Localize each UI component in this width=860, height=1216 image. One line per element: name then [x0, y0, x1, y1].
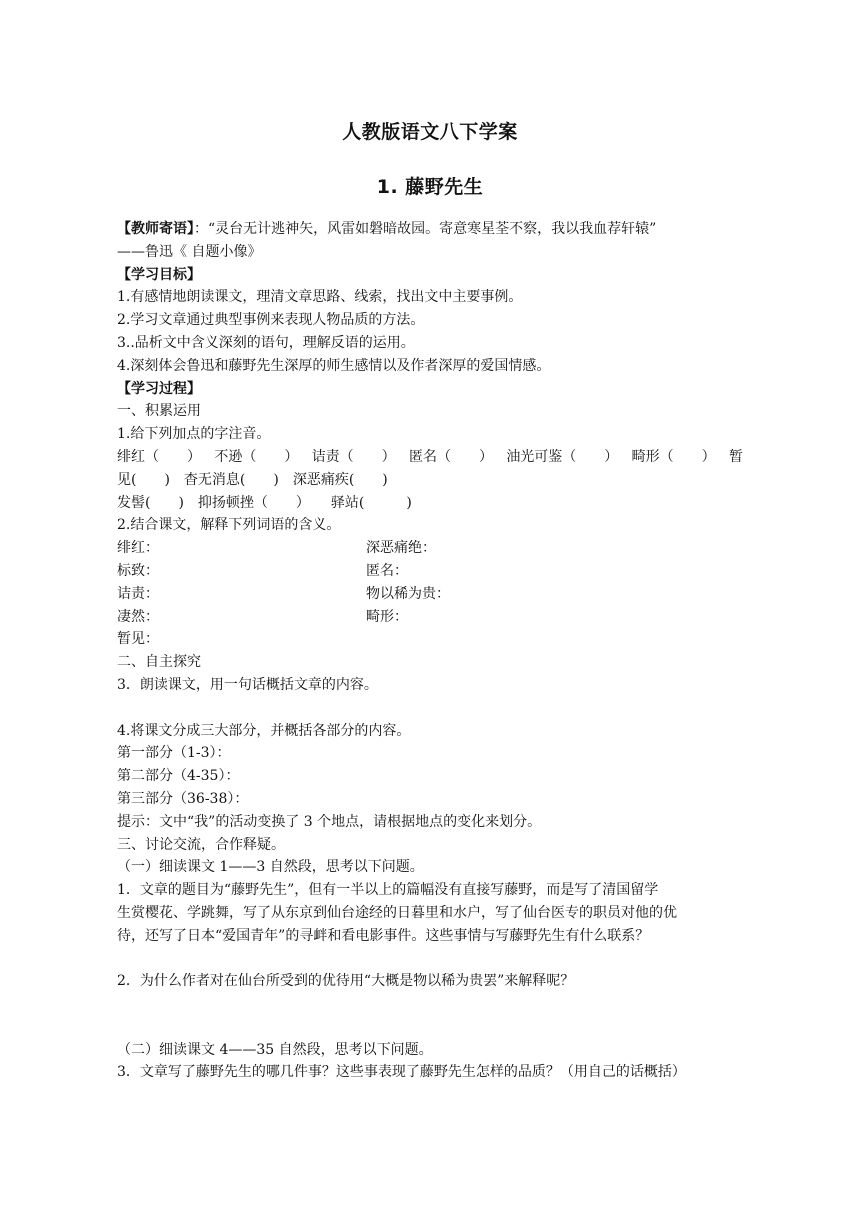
- lesson-title: 1. 藤野先生: [376, 176, 484, 198]
- subsection-heading: （一）细读课文 1——3 自然段，思考以下问题。: [117, 859, 424, 876]
- teacher-words: [117, 218, 743, 241]
- part-item: 第三部分（36-38）：: [117, 790, 249, 807]
- answer-space: [117, 948, 743, 971]
- term-row: [117, 628, 743, 651]
- goal-item: 2.学习文章通过典型事例来表现人物品质的方法。: [117, 312, 425, 329]
- goal-item: 4.深刻体会鲁迅和藤野先生深厚的师生感情以及作者深厚的爱国情感。: [117, 357, 551, 374]
- teacher-words-text: ：“灵台无计逃神矢，风雷如磐暗故园。寄意寒星荃不察，我以我血荐轩辕”: [194, 221, 657, 237]
- subsection-heading: （二）细读课文 4——35 自然段，思考以下问题。: [117, 1041, 433, 1058]
- goal-item: 1.有感情地朗读课文，理清文章思路、线索，找出文中主要事例。: [117, 289, 523, 306]
- term-left: 标致：: [117, 562, 159, 579]
- pinyin-item: 油光可鉴（ ）: [506, 448, 619, 465]
- term-row: [117, 583, 743, 606]
- pinyin-row: [117, 446, 743, 469]
- answer-space: [117, 697, 743, 720]
- pinyin-item: 绯红（ ）: [117, 448, 201, 465]
- question-line: 生赏樱花、学跳舞，写了从东京到仙台途经的日暮里和水户，写了仙台医专的职员对他的优: [117, 904, 677, 921]
- question: 3．朗读课文，用一句话概括文章的内容。: [117, 676, 378, 693]
- term-right: 物以稀为贵：: [366, 585, 450, 602]
- goals-label: 【学习目标】: [117, 266, 201, 283]
- term-left: 暂见：: [117, 631, 159, 648]
- term-row: [117, 537, 743, 560]
- teacher-words-label: 【教师寄语】: [117, 221, 194, 237]
- goal-item: 3..品析文中含义深刻的语句，理解反语的运用。: [117, 334, 415, 351]
- question-line: 1．文章的题目为“藤野先生”，但有一半以上的篇幅没有直接写藤野，而是写了清国留学: [117, 882, 659, 899]
- pinyin-item: 畸形（ ）: [631, 448, 716, 465]
- section-heading: 二、自主探究: [117, 654, 201, 671]
- pinyin-item: 诘责（ ）: [311, 448, 396, 465]
- term-row: [117, 560, 743, 583]
- term-right: 匿名：: [366, 562, 408, 579]
- term-right: 深恶痛绝：: [366, 540, 436, 557]
- question: 1.给下列加点的字注音。: [117, 426, 271, 443]
- term-right: 畸形：: [366, 608, 408, 625]
- section-heading: 三、讨论交流，合作释疑。: [117, 836, 285, 853]
- document-body: [117, 218, 743, 1084]
- hint: 提示：文中“我”的活动变换了 3 个地点，请根据地点的变化来划分。: [117, 813, 542, 830]
- process-label: 【学习过程】: [117, 380, 201, 397]
- part-item: 第一部分（1-3）：: [117, 745, 231, 762]
- part-item: 第二部分（4-35）：: [117, 768, 240, 785]
- pinyin-row: 见( ) 杳无消息( ) 深恶痛疾( ): [117, 471, 388, 488]
- term-left: 诘责：: [117, 585, 159, 602]
- term-left: 绯红：: [117, 540, 159, 557]
- main-title: 人教版语文八下学案: [342, 121, 518, 143]
- question: 2．为什么作者对在仙台所受到的优待用“大概是物以稀为贵罢”来解释呢？: [117, 973, 575, 990]
- question: 2.结合课文，解释下列词语的含义。: [117, 517, 341, 534]
- section-heading: 一、积累运用: [117, 403, 201, 420]
- pinyin-item: 不逊（ ）: [214, 448, 299, 465]
- answer-space: [117, 993, 743, 1039]
- pinyin-item: 匿名（ ）: [408, 448, 493, 465]
- pinyin-item: 暂: [728, 448, 743, 465]
- teacher-words-source: ——鲁迅《 自题小像》: [117, 243, 262, 260]
- question: 4.将课文分成三大部分，并概括各部分的内容。: [117, 722, 411, 739]
- pinyin-row: 发髻( ) 抑扬顿挫（ ） 驿站( ): [117, 494, 412, 511]
- term-left: 凄然：: [117, 608, 159, 625]
- question-line: 待，还写了日本“爱国青年”的寻衅和看电影事件。这些事情与写藤野先生有什么联系？: [117, 927, 650, 944]
- question: 3．文章写了藤野先生的哪几件事？这些事表现了藤野先生怎样的品质？（用自己的话概括）: [117, 1064, 686, 1081]
- term-row: [117, 606, 743, 629]
